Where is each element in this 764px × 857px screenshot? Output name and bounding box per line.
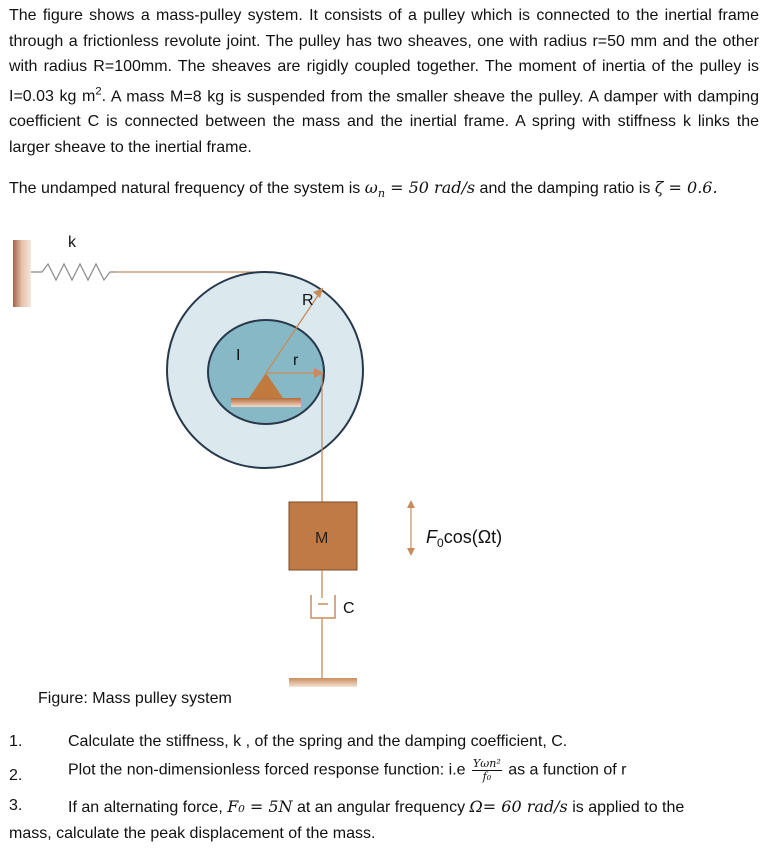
question-3-pre: If an alternating force, (68, 799, 223, 816)
intro-inertia-exponent: 2 (95, 85, 102, 98)
given-prefix: The undamped natural frequency of the system is (9, 180, 361, 197)
intro-sentence-3: The sheaves are rigidly coupled together. (177, 58, 479, 75)
question-2-number: 2. (9, 767, 23, 784)
question-2-post: as a function of r (508, 761, 627, 779)
question-3-text (68, 797, 684, 817)
question-1-text: Calculate the stiffness, k , of the spring and the damping coefficient, C. (68, 733, 568, 750)
question-3-post: is applied to the (572, 799, 685, 816)
intro-sentence-6: A damper with damping coefficient C is connected between the mass and the inertial frame. (9, 87, 760, 131)
intro-inertia-text: The moment of inertia of the pulley is I=0.03 kg m (9, 58, 760, 105)
given-middle: and the damping ratio is (479, 180, 651, 197)
intro-inertia-period: . (101, 87, 107, 105)
mass-pulley-figure (0, 220, 764, 690)
force-label: $F_0\cos(\Omega t)$ (426, 527, 503, 550)
response-function-fraction (472, 758, 502, 783)
fraction-numerator: Yωn² (473, 757, 501, 770)
question-2-pre: Plot the non-dimensionless forced response function: i.e (68, 761, 466, 779)
intro-paragraph (9, 3, 759, 160)
small-radius-label: r (293, 352, 299, 369)
figure-caption: Figure: Mass pulley system (38, 690, 232, 707)
damper-label: C (343, 600, 355, 617)
question-3-line2: mass, calculate the peak displacement of the mass. (9, 825, 376, 842)
force-arrowhead-down (407, 548, 415, 556)
mass-label: M (315, 530, 329, 547)
fraction-denominator: f₀ (482, 770, 492, 783)
damper-cup (311, 595, 335, 618)
force-amplitude-expression: F₀ = 5N (227, 797, 293, 816)
force-arrowhead-up (407, 500, 415, 508)
question-1-number: 1. (9, 733, 23, 750)
revolute-base (231, 398, 301, 407)
spring-label: k (68, 234, 76, 251)
inertia-label: I (236, 347, 241, 364)
ground (289, 678, 357, 687)
question-2-text (68, 758, 627, 783)
intro-sentence-5: A mass M=8 kg is suspended from the smaller sheave the pulley. (110, 87, 584, 105)
question-3-number: 3. (9, 797, 23, 814)
zeta-expression: ζ = 0.6. (654, 178, 718, 197)
forcing-frequency-expression: Ω= 60 rad/s (469, 797, 568, 816)
question-3-mid: at an angular frequency (296, 799, 466, 816)
intro-sentence-2: The pulley has two sheaves, one with radius r=50 mm and the other with radius R=100mm. (9, 32, 760, 75)
intro-sentence-7: A spring with stiffness k links the larger sheave to the inertial frame. (9, 113, 760, 156)
given-line (9, 175, 759, 207)
omega-n-expression: $\omega_n = 50$ rad/s (364, 178, 476, 201)
big-radius-label: R (302, 292, 314, 309)
spring (31, 264, 116, 280)
intro-sentence-1: The figure shows a mass-pulley system. It consists of a pulley which is connected to the inertial frame through a frictionless revolute joint. (9, 7, 759, 50)
wall (13, 240, 31, 307)
